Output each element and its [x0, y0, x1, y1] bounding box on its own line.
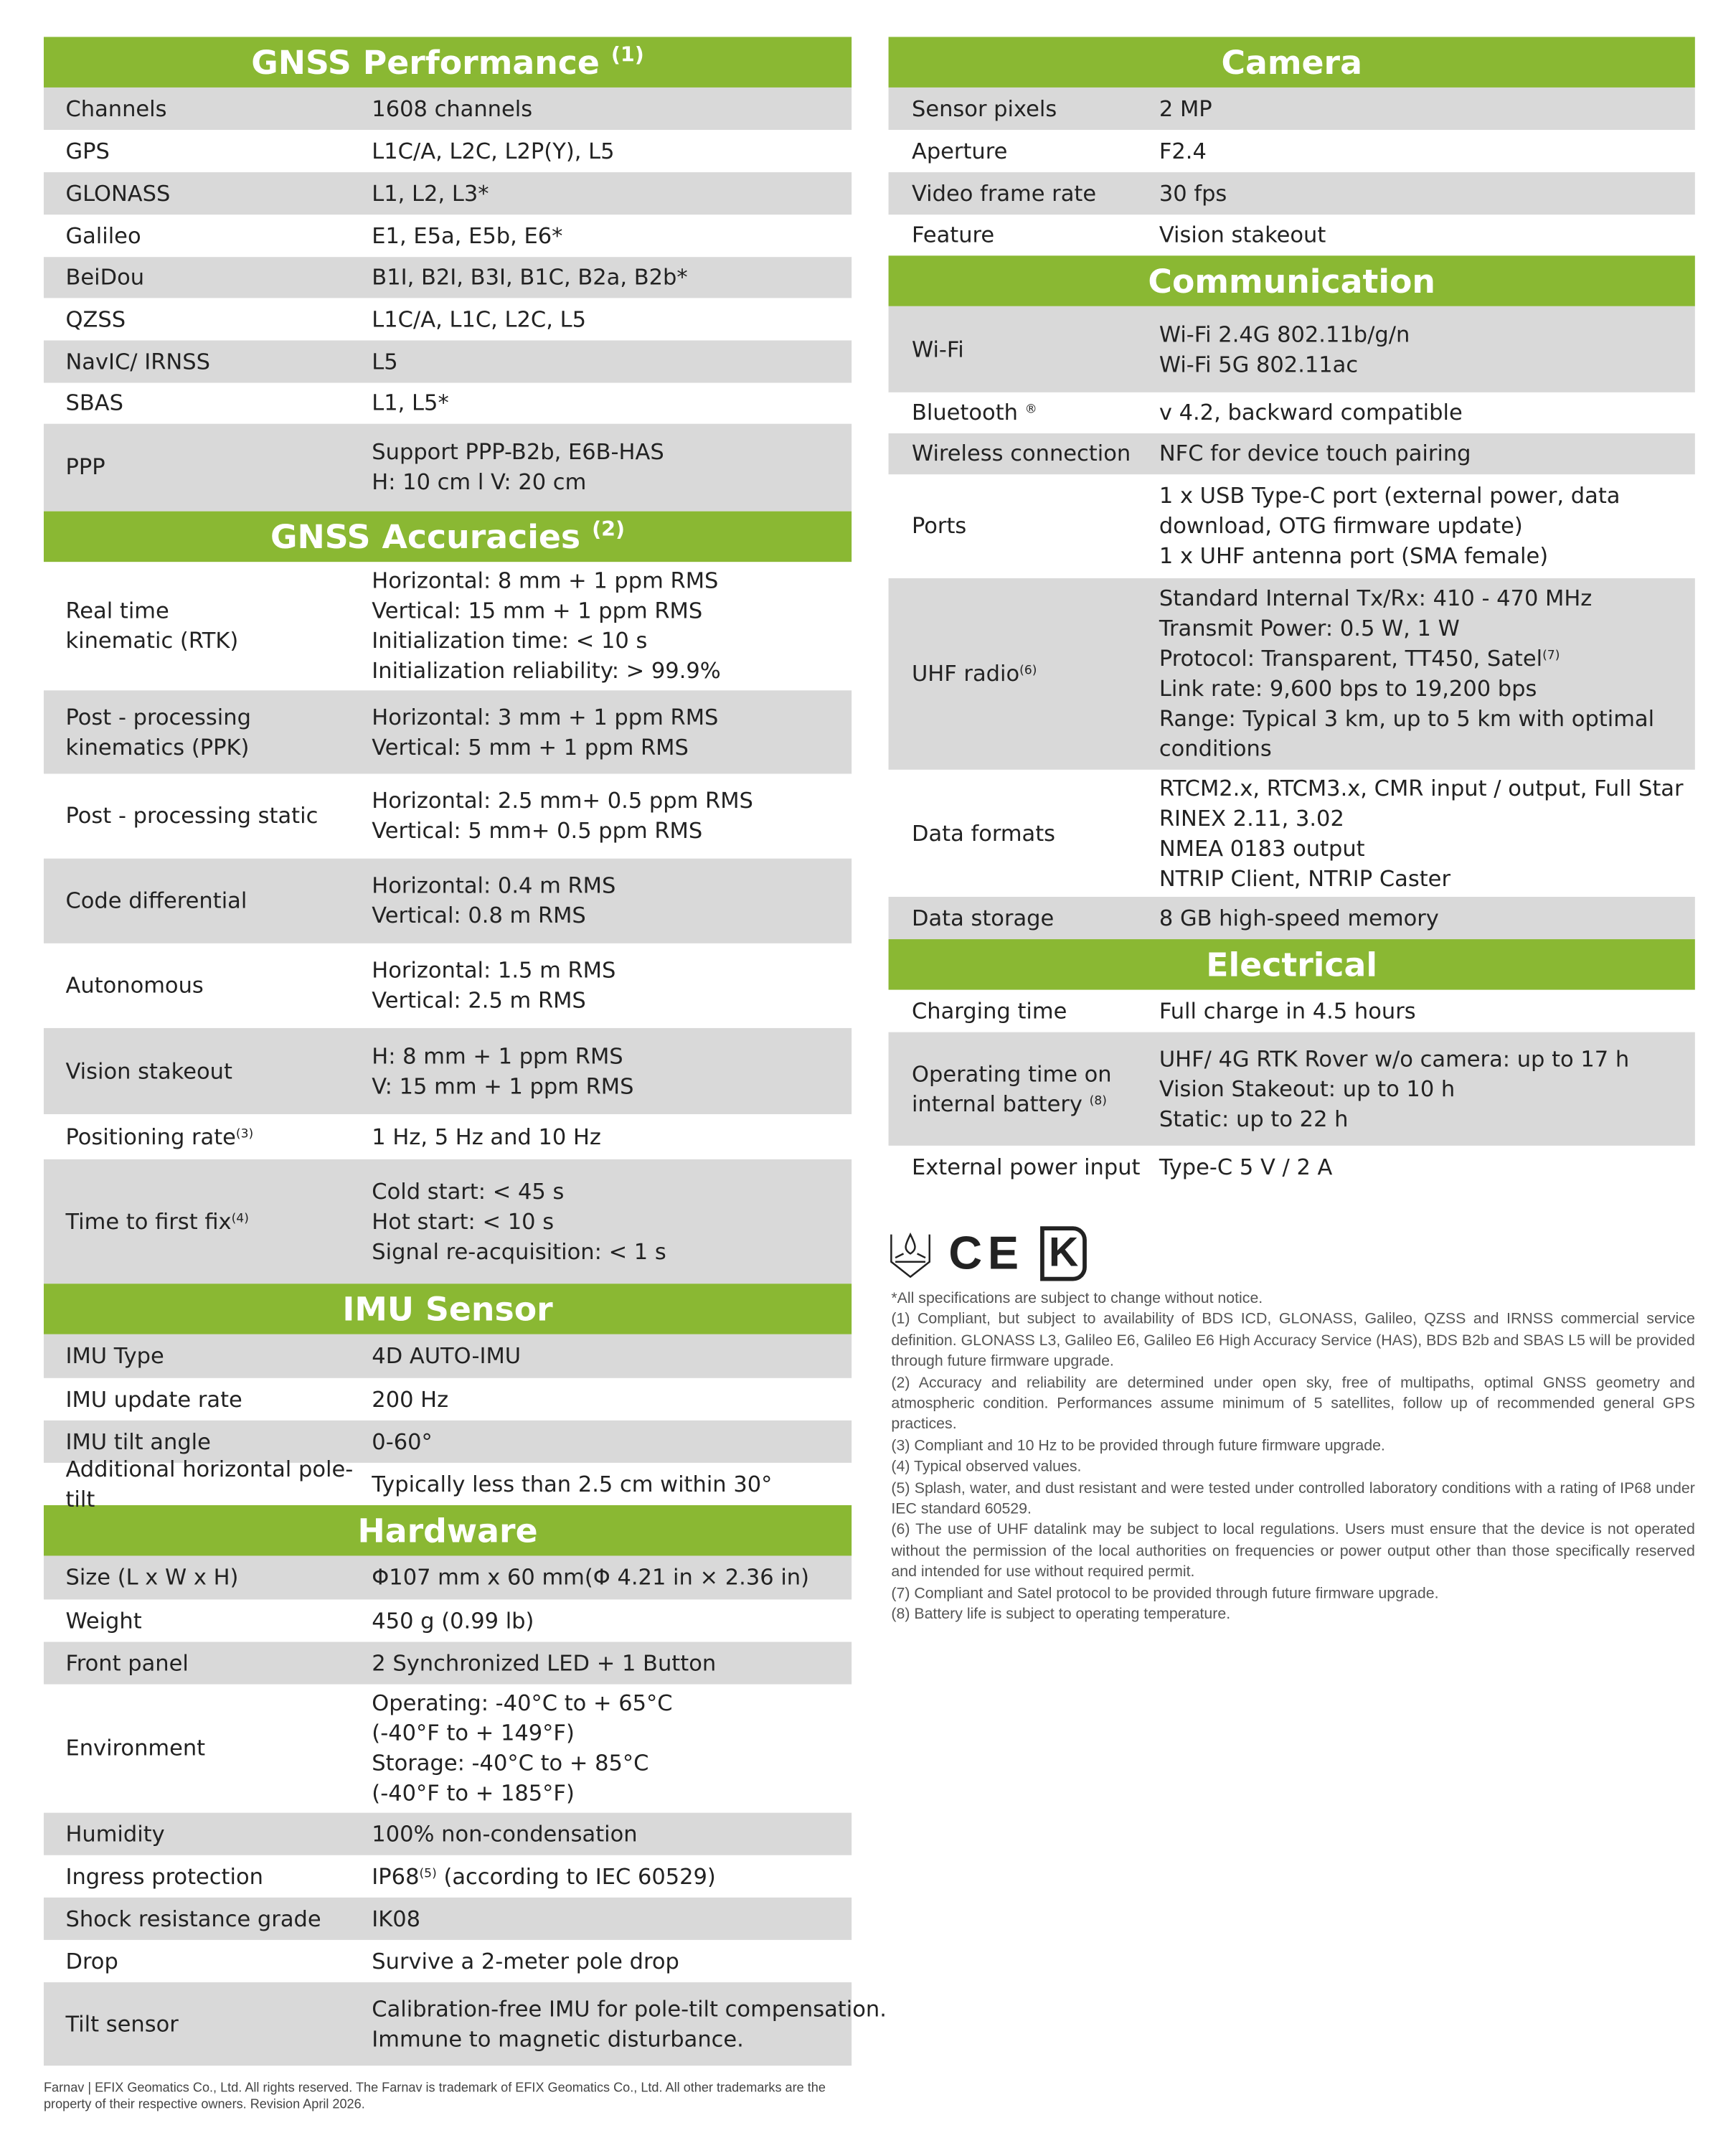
spec-row — [889, 215, 1695, 255]
spec-row — [44, 1940, 852, 1982]
spec-label-line: Autonomous — [65, 971, 204, 999]
spec-value-line: Wi-Fi 2.4G 802.11b/g/n — [1159, 320, 1410, 347]
spec-value-line: Hot start: < 10 s — [372, 1207, 555, 1234]
spec-value-line: (-40°F to + 149°F) — [372, 1720, 575, 1746]
spec-label-line: Wi-Fi — [911, 335, 964, 362]
spec-value — [372, 871, 852, 931]
spec-row — [44, 1642, 852, 1685]
spec-value-line-text: IP68 — [372, 1862, 420, 1889]
spec-value-line: 450 g (0.99 lb) — [372, 1606, 534, 1634]
spec-row — [889, 130, 1695, 172]
footnote: (7) Compliant and Satel protocol to be provided through future firmware upgrade. — [891, 1585, 1439, 1602]
spec-label-line: Channels — [65, 95, 167, 121]
section-title: Hardware — [357, 1512, 538, 1550]
spec-row — [44, 1455, 852, 1512]
spec-label — [889, 439, 1159, 469]
spec-label — [889, 818, 1159, 848]
spec-label-line: Wireless connection — [911, 440, 1131, 466]
section-header-gnss-accuracies — [44, 512, 852, 562]
spec-label — [44, 94, 372, 124]
spec-value — [372, 1819, 852, 1849]
spec-row — [44, 1114, 852, 1159]
spec-value-line: NTRIP Client, NTRIP Caster — [1159, 865, 1450, 891]
spec-value — [372, 1384, 852, 1414]
spec-value — [1159, 94, 1695, 124]
spec-label — [889, 1059, 1159, 1119]
section-header-electrical — [889, 939, 1695, 990]
spec-label-line: Vision stakeout — [65, 1057, 232, 1084]
spec-row — [44, 562, 852, 690]
spec-label — [44, 221, 372, 251]
spec-label-line: Post - processing static — [65, 802, 319, 829]
footnote: (3) Compliant and 10 Hz to be provided through future firmware upgrade. — [891, 1438, 1385, 1455]
spec-label — [889, 136, 1159, 166]
spec-label — [889, 179, 1159, 209]
spec-value-line: Vertical: 5 mm+ 0.5 ppm RMS — [372, 817, 703, 844]
spec-row — [889, 897, 1695, 939]
spec-value — [1159, 584, 1695, 765]
spec-label-line: IMU tilt angle — [65, 1428, 211, 1454]
spec-value-line: Operating: -40°C to + 65°C — [372, 1690, 673, 1716]
spec-value — [372, 786, 852, 847]
spec-label — [44, 702, 372, 762]
footnote: *All specifications are subject to change without notice. — [891, 1290, 1263, 1307]
spec-value-line: H: 10 cm l V: 20 cm — [372, 468, 587, 495]
spec-value-line: Vision Stakeout: up to 10 h — [1159, 1075, 1456, 1101]
spec-label-line: Humidity — [65, 1820, 165, 1847]
spec-value-line: 2 MP — [1159, 95, 1212, 121]
spec-label — [44, 1946, 372, 1976]
spec-value — [1159, 903, 1695, 933]
footnote: (2) Accuracy and reliability are determined under open sky, free of multipaths, optimal GNSS geometry and atmospheric condition. Performances assume minimum of 5 satellites, follow up of recommended general GPS practices. — [891, 1375, 1695, 1433]
spec-label-line — [65, 1121, 372, 1152]
spec-value — [372, 1341, 852, 1371]
ip-rating-icon — [889, 1229, 933, 1278]
spec-value — [372, 1688, 852, 1809]
spec-value-line: Full charge in 4.5 hours — [1159, 997, 1416, 1024]
spec-label — [44, 1384, 372, 1414]
spec-row — [44, 130, 852, 172]
spec-label-line: Sensor pixels — [911, 95, 1057, 121]
spec-value-line: Standard Internal Tx/Rx: 410 - 470 MHz — [1159, 585, 1593, 611]
spec-value-line: Type-C 5 V / 2 A — [1159, 1154, 1333, 1180]
spec-label-line: Ports — [911, 512, 967, 539]
spec-value-line: L1, L2, L3* — [372, 179, 489, 206]
section-header-gnss-performance — [44, 37, 852, 88]
spec-value-line: B1I, B2I, B3I, B1C, B2a, B2b* — [372, 263, 688, 290]
spec-label — [889, 334, 1159, 364]
spec-value-line: L1, L5* — [372, 390, 449, 416]
spec-value-line: Calibration-free IMU for pole-tilt compensation. — [372, 1995, 887, 2022]
spec-value-line: 1 x USB Type-C port (external power, data — [1159, 482, 1621, 509]
spec-label-line: Size (L x W x H) — [65, 1563, 239, 1591]
spec-value-line: E1, E5a, E5b, E6* — [372, 222, 563, 248]
footnote-ref: (1) — [610, 42, 644, 67]
spec-row — [44, 1159, 852, 1284]
spec-label-line: Tilt sensor — [65, 2010, 179, 2037]
spec-label — [44, 1454, 372, 1514]
spec-row — [44, 298, 852, 340]
spec-label-line: Feature — [911, 221, 995, 248]
spec-value-line: Survive a 2-meter pole drop — [372, 1947, 679, 1974]
spec-row — [44, 774, 852, 859]
spec-value — [1159, 1044, 1695, 1134]
spec-row — [44, 340, 852, 382]
spec-row — [44, 257, 852, 298]
spec-label — [44, 1056, 372, 1086]
spec-value — [1159, 398, 1695, 428]
spec-value — [372, 1041, 852, 1101]
spec-label-line: Drop — [65, 1947, 118, 1974]
spec-label-line: IMU update rate — [65, 1385, 242, 1412]
spec-value-line: Vertical: 15 mm + 1 ppm RMS — [372, 597, 703, 623]
spec-value-line-text: (according to IEC 60529) — [436, 1862, 716, 1889]
spec-value-line: NMEA 0183 output — [1159, 834, 1365, 861]
footnote-ref: (4) — [231, 1212, 249, 1226]
spec-label — [44, 1733, 372, 1763]
spec-label-line — [912, 398, 1159, 428]
spec-label-line: Shock resistance grade — [65, 1905, 321, 1931]
spec-row — [44, 424, 852, 512]
section-title: GNSS Accuracies — [270, 518, 581, 557]
spec-label-line: Post - processing — [65, 703, 251, 730]
spec-value — [372, 1563, 852, 1593]
spec-value-line: Wi-Fi 5G 802.11ac — [1159, 350, 1359, 377]
spec-value-line: Horizontal: 3 mm + 1 ppm RMS — [372, 703, 719, 730]
spec-label — [44, 453, 372, 483]
spec-label-line: Front panel — [65, 1649, 189, 1676]
spec-label-line — [65, 1207, 372, 1237]
spec-value-line: Horizontal: 1.5 m RMS — [372, 956, 616, 984]
spec-label-line: Galileo — [65, 222, 141, 248]
spec-row — [44, 1855, 852, 1898]
spec-value — [372, 1861, 852, 1891]
section-title: GNSS Performance — [251, 43, 600, 83]
spec-label-line: Ingress protection — [65, 1862, 263, 1889]
spec-label-line: GLONASS — [65, 179, 171, 206]
spec-value-line: Vertical: 5 mm + 1 ppm RMS — [372, 733, 689, 760]
certifications — [889, 1226, 1087, 1281]
spec-row — [44, 943, 852, 1028]
spec-value-line: Range: Typical 3 km, up to 5 km with optimal — [1159, 705, 1655, 732]
spec-value — [372, 1177, 852, 1267]
spec-value-line: RTCM2.x, RTCM3.x, CMR input / output, Full Star — [1159, 774, 1684, 801]
spec-value-line-text: Protocol: Transparent, TT450, Satel — [1159, 645, 1543, 672]
spec-value — [372, 702, 852, 762]
spec-label — [889, 903, 1159, 933]
spec-row — [44, 690, 852, 773]
spec-label — [889, 512, 1159, 542]
spec-label — [44, 1861, 372, 1891]
footnote: (8) Battery life is subject to operating temperature. — [891, 1606, 1231, 1624]
spec-label — [44, 1563, 372, 1593]
spec-value-line: 2 Synchronized LED + 1 Button — [372, 1649, 717, 1676]
spec-value — [372, 1994, 887, 2054]
spec-row — [44, 1599, 852, 1642]
spec-row — [44, 383, 852, 424]
spec-value-line: IK08 — [372, 1905, 421, 1931]
copyright-notice: Farnav | EFIX Geomatics Co., Ltd. All rights reserved. The Farnav is trademark of EFIX Geomatics Co., Ltd. All other trademarks are the property of their respective owners. Revision April 2026. — [43, 2081, 826, 2112]
spec-value — [372, 956, 852, 1016]
spec-label — [44, 1648, 372, 1678]
spec-label-line: PPP — [65, 453, 105, 480]
spec-row — [889, 1032, 1695, 1146]
footnote-ref: (5) — [419, 1866, 437, 1881]
spec-value-line: download, OTG firmware update) — [1159, 512, 1523, 539]
spec-value-line: L1C/A, L1C, L2C, L5 — [372, 305, 586, 332]
spec-label-line: Data formats — [911, 819, 1056, 846]
spec-value — [372, 304, 852, 334]
spec-row — [44, 1813, 852, 1855]
section-title: IMU Sensor — [342, 1290, 553, 1329]
spec-label-line: Weight — [65, 1606, 142, 1634]
spec-row — [889, 392, 1695, 433]
kc-mark-icon: K — [1041, 1226, 1087, 1281]
spec-label — [44, 1819, 372, 1849]
spec-label — [889, 398, 1159, 428]
spec-value-line: Vertical: 2.5 m RMS — [372, 986, 586, 1013]
spec-value-line: conditions — [1159, 735, 1272, 762]
spec-value — [372, 1648, 852, 1678]
spec-label-line: Real time — [65, 597, 169, 623]
spec-row — [889, 306, 1695, 392]
spec-label — [889, 996, 1159, 1026]
spec-label-line: Aperture — [911, 137, 1008, 164]
spec-label — [44, 596, 372, 656]
section-title: Communication — [1148, 262, 1435, 301]
footnotes — [891, 1289, 1694, 1626]
spec-label — [889, 659, 1159, 689]
spec-value — [1159, 220, 1695, 250]
spec-label-line: SBAS — [65, 390, 123, 416]
spec-label — [889, 1152, 1159, 1182]
spec-label — [44, 2009, 372, 2039]
spec-row — [889, 474, 1695, 578]
spec-label — [44, 136, 372, 166]
spec-value-line: 30 fps — [1159, 179, 1227, 206]
spec-value — [372, 136, 852, 166]
spec-label-line-text: Positioning rate — [65, 1123, 236, 1149]
spec-value — [372, 1606, 852, 1636]
spec-value-line: Support PPP-B2b, E6B-HAS — [372, 438, 664, 465]
footnote-ref: (8) — [1089, 1094, 1107, 1108]
spec-value-line: Horizontal: 0.4 m RMS — [372, 872, 616, 898]
spec-value — [1159, 179, 1695, 209]
footnote-ref: (3) — [235, 1127, 254, 1141]
spec-row — [44, 88, 852, 130]
footnote: (5) Splash, water, and dust resistant and were tested under controlled laboratory conditions with a rating of IP68 under IEC standard 60529. — [891, 1480, 1695, 1518]
spec-value-line: Static: up to 22 h — [1159, 1105, 1349, 1131]
spec-value-line: 1 Hz, 5 Hz and 10 Hz — [372, 1123, 601, 1149]
spec-value-line: Horizontal: 2.5 mm+ 0.5 ppm RMS — [372, 787, 753, 814]
spec-value-line: Vertical: 0.8 m RMS — [372, 902, 586, 928]
spec-label — [44, 179, 372, 209]
spec-label-line-text: Time to first fix — [65, 1207, 232, 1234]
spec-label-line: Operating time on — [911, 1060, 1112, 1086]
spec-row — [889, 770, 1695, 897]
spec-value-line: Cold start: < 45 s — [372, 1177, 565, 1204]
spec-row — [44, 1898, 852, 1940]
spec-label-line: kinematics (PPK) — [65, 733, 250, 760]
spec-label-line: Environment — [65, 1735, 206, 1761]
spec-label — [889, 220, 1159, 250]
spec-label-line: Charging time — [911, 997, 1067, 1024]
spec-value-line: 1 x UHF antenna port (SMA female) — [1159, 542, 1549, 569]
spec-value-line: Link rate: 9,600 bps to 19,200 bps — [1159, 675, 1537, 702]
spec-value-line: Vision stakeout — [1159, 221, 1326, 248]
spec-value — [372, 179, 852, 209]
spec-value — [1159, 1152, 1695, 1182]
spec-value-line: UHF/ 4G RTK Rover w/o camera: up to 17 h — [1159, 1045, 1630, 1071]
spec-value-line: NFC for device touch pairing — [1159, 440, 1471, 466]
spec-value-line: 200 Hz — [372, 1385, 449, 1412]
spec-label-line-text: Bluetooth — [911, 399, 1025, 425]
section-header-communication — [889, 255, 1695, 306]
section-title: Camera — [1221, 43, 1362, 83]
spec-row — [889, 88, 1695, 130]
spec-value-line: Transmit Power: 0.5 W, 1 W — [1159, 615, 1460, 641]
spec-label — [44, 347, 372, 377]
spec-row — [889, 1146, 1695, 1190]
section-header-imu-sensor — [44, 1284, 852, 1334]
spec-label-line: QZSS — [65, 305, 126, 332]
spec-value-line: 100% non-condensation — [372, 1820, 638, 1847]
spec-value — [372, 1469, 852, 1499]
spec-value-line: 8 GB high-speed memory — [1159, 904, 1439, 931]
spec-value-line: Φ107 mm x 60 mm(Φ 4.21 in × 2.36 in) — [372, 1563, 810, 1591]
spec-row — [889, 578, 1695, 770]
spec-value — [372, 221, 852, 251]
spec-label-line: BeiDou — [65, 263, 145, 290]
spec-label — [44, 1426, 372, 1456]
section-header-camera — [889, 37, 1695, 88]
spec-value-line: RINEX 2.11, 3.02 — [1159, 804, 1344, 831]
spec-value — [372, 263, 852, 293]
footnote-ref: (2) — [592, 517, 626, 542]
spec-label — [44, 1606, 372, 1636]
spec-value-line: Signal re-acquisition: < 1 s — [372, 1238, 666, 1264]
spec-value-line: Initialization time: < 10 s — [372, 627, 648, 654]
spec-row — [44, 1982, 887, 2066]
left-column — [44, 37, 887, 2066]
footnote: (6) The use of UHF datalink may be subject to local regulations. Users must ensure that the device is not operated without the permission of the local authorities on frequencies or power output other than those specifically reserved and intended for use without required permit. — [891, 1522, 1695, 1581]
spec-label-line: Additional horizontal pole-tilt — [65, 1455, 354, 1512]
spec-row — [889, 990, 1695, 1032]
spec-label-line: External power input — [911, 1154, 1141, 1180]
spec-row — [44, 1555, 852, 1599]
spec-value-line: Immune to magnetic disturbance. — [372, 2025, 744, 2052]
spec-row — [44, 215, 852, 257]
spec-value — [1159, 136, 1695, 166]
spec-label — [44, 1207, 372, 1237]
spec-value-line: Typically less than 2.5 cm within 30° — [372, 1470, 773, 1497]
spec-value-line: Initialization reliability: > 99.9% — [372, 657, 721, 684]
spec-value — [372, 1903, 852, 1934]
section-title: Electrical — [1206, 946, 1378, 984]
spec-label — [44, 801, 372, 832]
spec-label — [44, 971, 372, 1001]
spec-value — [372, 94, 852, 124]
spec-label-line-text: UHF radio — [911, 660, 1020, 687]
footnote-ref: (6) — [1019, 664, 1037, 679]
spec-value-line: V: 15 mm + 1 ppm RMS — [372, 1072, 634, 1099]
spec-label — [889, 94, 1159, 124]
spec-label — [44, 1121, 372, 1152]
spec-value-line: F2.4 — [1159, 137, 1207, 164]
spec-label-line: NavIC/ IRNSS — [65, 347, 210, 375]
spec-row — [889, 172, 1695, 215]
spec-value — [1159, 481, 1695, 572]
spec-label-line: Code differential — [65, 887, 247, 913]
spec-value-line: 1608 channels — [372, 95, 533, 121]
spec-value — [372, 1426, 852, 1456]
spec-value-line: Horizontal: 8 mm + 1 ppm RMS — [372, 567, 719, 593]
footnote-ref: ® — [1024, 403, 1037, 418]
spec-label — [44, 886, 372, 916]
spec-value — [372, 1946, 852, 1976]
footnote: (4) Typical observed values. — [891, 1459, 1082, 1476]
spec-value-line: Storage: -40°C to + 85°C — [372, 1750, 649, 1776]
spec-row — [44, 1685, 852, 1813]
spec-value-line: H: 8 mm + 1 ppm RMS — [372, 1042, 623, 1069]
footnote-ref: (7) — [1542, 649, 1560, 664]
spec-label-line: Data storage — [911, 904, 1055, 931]
spec-value-line: L5 — [372, 347, 398, 375]
spec-value — [372, 1121, 852, 1152]
spec-value-line: L1C/A, L2C, L2P(Y), L5 — [372, 137, 615, 164]
spec-label — [44, 304, 372, 334]
spec-label-line: GPS — [65, 137, 110, 164]
spec-label-line — [912, 1089, 1159, 1119]
spec-value — [372, 347, 852, 377]
spec-value — [1159, 439, 1695, 469]
spec-label — [44, 388, 372, 418]
ce-mark-icon: CE — [948, 1227, 1024, 1279]
spec-value — [372, 438, 852, 498]
spec-value-line — [1159, 644, 1695, 674]
spec-value — [1159, 319, 1695, 380]
spec-value — [1159, 996, 1695, 1026]
spec-label-line: Video frame rate — [911, 179, 1097, 206]
spec-row — [44, 1378, 852, 1421]
spec-label-line: kinematic (RTK) — [65, 627, 239, 654]
spec-value — [372, 388, 852, 418]
spec-row — [889, 433, 1695, 474]
spec-row — [44, 1028, 852, 1114]
spec-value-line: 0-60° — [372, 1428, 433, 1454]
spec-row — [44, 859, 852, 943]
spec-value — [1159, 773, 1695, 894]
spec-label-line: IMU Type — [65, 1342, 164, 1369]
spec-value-line — [372, 1861, 852, 1891]
spec-label — [44, 263, 372, 293]
spec-row — [44, 172, 852, 215]
spec-value-line: (-40°F to + 185°F) — [372, 1779, 575, 1807]
spec-label-line — [912, 659, 1159, 689]
spec-value — [372, 566, 852, 687]
spec-label — [44, 1903, 372, 1934]
spec-label — [44, 1341, 372, 1371]
spec-value-line: v 4.2, backward compatible — [1159, 399, 1463, 425]
spec-value-line: 4D AUTO-IMU — [372, 1342, 522, 1369]
spec-row — [44, 1334, 852, 1378]
spec-label-line-text: internal battery — [911, 1090, 1090, 1116]
right-column — [889, 37, 1695, 1189]
footnote: (1) Compliant, but subject to availability of BDS ICD, GLONASS, Galileo, QZSS and IRNSS commercial service definition. GLONASS L3, Galileo E6, Galileo E6 High Accuracy Service (HAS), BDS B2b and SBAS L5 will be provided through future firmware upgrade. — [891, 1311, 1695, 1370]
